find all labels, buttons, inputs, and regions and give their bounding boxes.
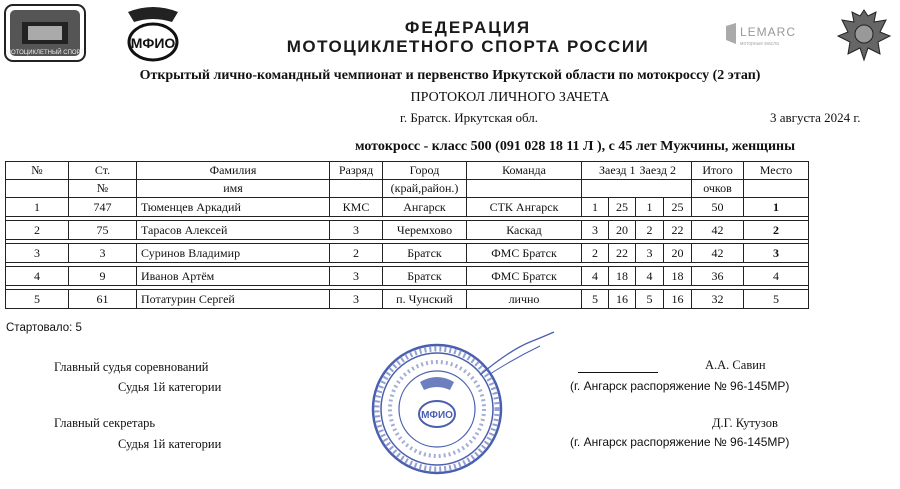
chief-secretary-order: (г. Ангарск распоряжение № 96-145МР) [570, 435, 790, 449]
row-rank: КМС [330, 198, 383, 217]
row-h2-place: 5 [636, 290, 664, 309]
results-table [5, 161, 809, 309]
row-place: 3 [744, 244, 809, 263]
row-h2-points: 22 [664, 221, 692, 240]
chief-judge-signature-line [578, 372, 658, 373]
federation-emblem-logo [4, 4, 86, 62]
event-date: 3 августа 2024 г. [770, 110, 861, 125]
header-heat2: Заезд 2 [636, 162, 692, 180]
row-rank: 3 [330, 221, 383, 240]
championship-title: Открытый лично-командный чемпионат и первенство Иркутской области по мотокроссу (2 этап) [139, 68, 761, 83]
row-total: 32 [692, 290, 744, 309]
row-name: Тюменцев Аркадий [137, 198, 330, 217]
federation-title-line2: МОТОЦИКЛЕТНОГО СПОРТА РОССИИ [286, 37, 650, 56]
row-h1-points: 20 [609, 221, 636, 240]
header-team: Команда [467, 162, 582, 180]
row-start: 75 [69, 221, 137, 240]
mfio-logo-text: МФИО [130, 35, 176, 51]
row-start: 3 [69, 244, 137, 263]
header-rank: Разряд [330, 162, 383, 180]
row-rank: 3 [330, 267, 383, 286]
header-num: № [6, 162, 69, 180]
chief-secretary-category: Судья 1й категории [118, 437, 222, 451]
protocol-title: ПРОТОКОЛ ЛИЧНОГО ЗАЧЕТА [410, 90, 610, 105]
row-h2-points: 18 [664, 267, 692, 286]
chief-judge-name: А.А. Савин [705, 358, 766, 372]
header-start-a: Ст. [69, 162, 137, 180]
table-row [6, 244, 809, 263]
row-num: 3 [6, 244, 69, 263]
federation-title [238, 18, 698, 56]
chief-judge-category: Судья 1й категории [118, 380, 222, 394]
row-total: 50 [692, 198, 744, 217]
row-h1-points: 25 [609, 198, 636, 217]
row-city: Ангарск [383, 198, 467, 217]
header-total-b: очков [692, 180, 744, 198]
row-team: лично [467, 290, 582, 309]
row-h1-place: 5 [582, 290, 609, 309]
header-name-a: Фамилия [137, 162, 330, 180]
row-h2-place: 4 [636, 267, 664, 286]
header-start-b: № [69, 180, 137, 198]
row-city: Братск [383, 244, 467, 263]
row-total: 36 [692, 267, 744, 286]
row-team: Каскад [467, 221, 582, 240]
class-line: мотокросс - класс 500 (091 028 18 11 Л ), с 45 лет Мужчины, женщины [355, 139, 796, 154]
row-num: 5 [6, 290, 69, 309]
row-place: 5 [744, 290, 809, 309]
row-h2-points: 25 [664, 198, 692, 217]
lemarc-logo-subtext: моторные масла [740, 41, 779, 47]
row-place: 1 [744, 198, 809, 217]
row-num: 4 [6, 267, 69, 286]
lemarc-logo-text: LEMARC [740, 25, 797, 39]
row-total: 42 [692, 221, 744, 240]
started-count: Стартовало: 5 [6, 322, 82, 334]
row-h2-points: 20 [664, 244, 692, 263]
row-start: 61 [69, 290, 137, 309]
row-h2-place: 2 [636, 221, 664, 240]
table-row [6, 221, 809, 240]
stamp-center-text: МФИО [421, 410, 453, 421]
federation-title-line1: ФЕДЕРАЦИЯ [404, 18, 532, 37]
row-name: Тарасов Алексей [137, 221, 330, 240]
lemarc-logo [722, 20, 812, 50]
mfio-logo [120, 4, 186, 66]
row-h1-points: 18 [609, 267, 636, 286]
chief-judge-order: (г. Ангарск распоряжение № 96-145МР) [570, 379, 790, 393]
coat-of-arms-logo [832, 2, 896, 66]
logo-left-text: МОТОЦИКЛЕТНЫЙ СПОРТ [6, 50, 84, 56]
row-team: СТК Ангарск [467, 198, 582, 217]
row-num: 1 [6, 198, 69, 217]
row-h2-points: 16 [664, 290, 692, 309]
row-name: Суринов Владимир [137, 244, 330, 263]
header-place: Место [744, 162, 809, 180]
row-team: ФМС Братск [467, 244, 582, 263]
chief-secretary-name: Д.Г. Кутузов [712, 416, 778, 430]
header-heat1: Заезд 1 [582, 162, 636, 180]
row-h1-place: 2 [582, 244, 609, 263]
row-name: Потатурин Сергей [137, 290, 330, 309]
row-h1-points: 22 [609, 244, 636, 263]
table-row [6, 290, 809, 309]
row-city: Братск [383, 267, 467, 286]
row-h1-place: 4 [582, 267, 609, 286]
header-name-b: имя [137, 180, 330, 198]
table-row [6, 198, 809, 217]
row-h1-place: 1 [582, 198, 609, 217]
row-h1-points: 16 [609, 290, 636, 309]
chief-secretary-title: Главный секретарь [54, 416, 156, 430]
header-city-a: Город [383, 162, 467, 180]
table-row [6, 267, 809, 286]
row-h1-place: 3 [582, 221, 609, 240]
row-h2-place: 1 [636, 198, 664, 217]
row-rank: 2 [330, 244, 383, 263]
row-start: 747 [69, 198, 137, 217]
chief-judge-title: Главный судья соревнований [54, 360, 209, 374]
row-place: 4 [744, 267, 809, 286]
row-place: 2 [744, 221, 809, 240]
row-name: Иванов Артём [137, 267, 330, 286]
row-num: 2 [6, 221, 69, 240]
row-city: п. Чунский [383, 290, 467, 309]
row-team: ФМС Братск [467, 267, 582, 286]
row-start: 9 [69, 267, 137, 286]
event-place: г. Братск. Иркутская обл. [400, 110, 538, 125]
signature-scribble-judge [470, 330, 560, 380]
row-city: Черемхово [383, 221, 467, 240]
header-city-b: (край,район.) [383, 180, 467, 198]
row-rank: 3 [330, 290, 383, 309]
header-total-a: Итого [692, 162, 744, 180]
row-h2-place: 3 [636, 244, 664, 263]
row-total: 42 [692, 244, 744, 263]
